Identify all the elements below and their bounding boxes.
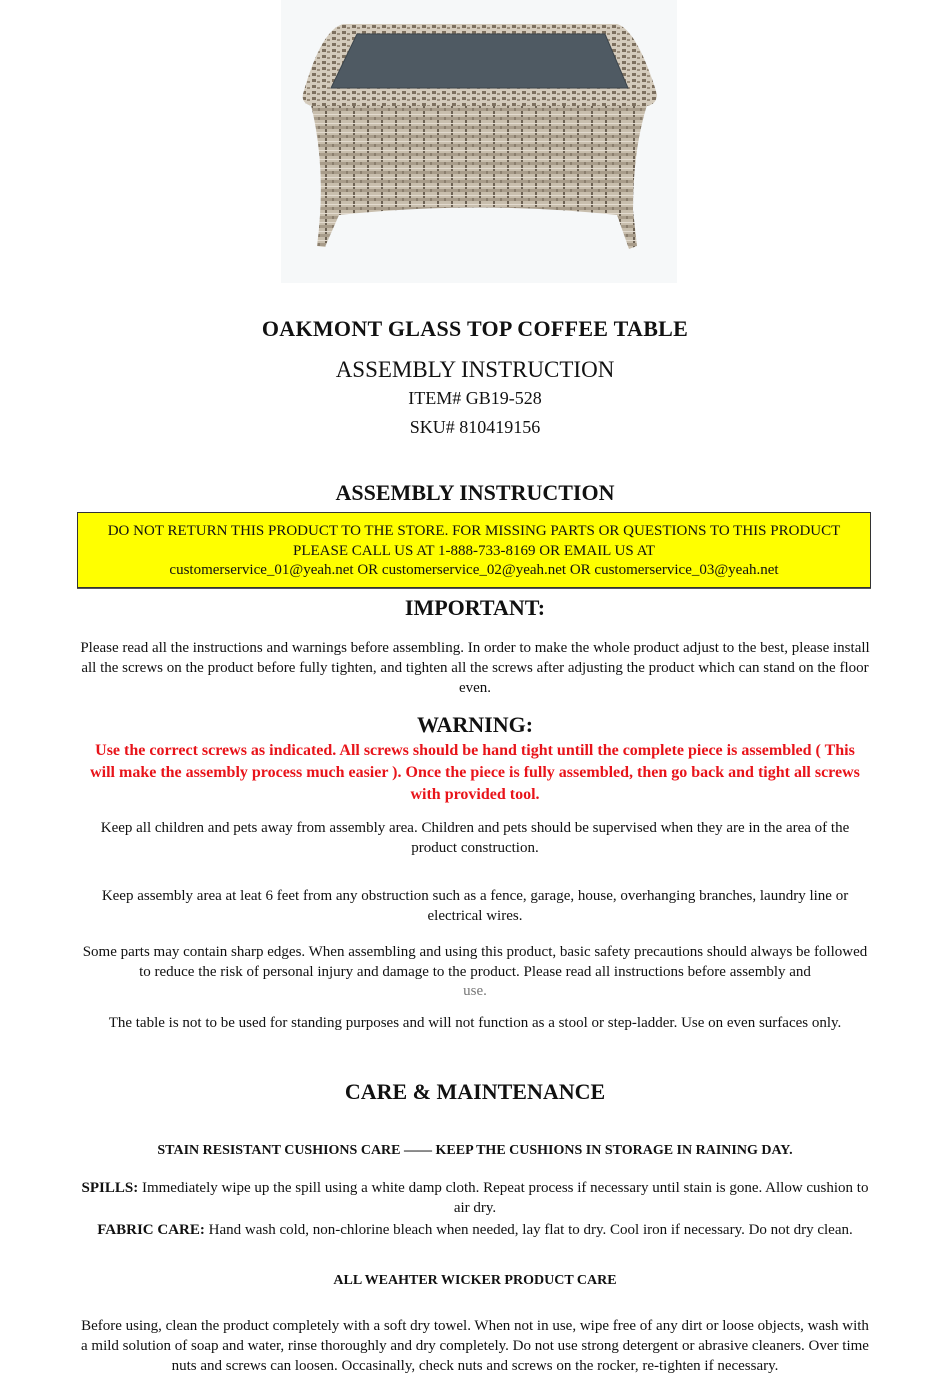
product-photo — [281, 0, 677, 283]
care-heading: CARE & MAINTENANCE — [344, 1079, 606, 1104]
product-title: OAKMONT GLASS TOP COFFEE TABLE — [261, 316, 689, 341]
important-heading: IMPORTANT: — [404, 595, 546, 620]
assembly-area-paragraph: Keep assembly area at leat 6 feet from any obstruction such as a fence, garage, house, overhanging branches, laundry line or electrical wires. — [101, 888, 849, 924]
notice-line-3: customerservice_01@yeah.net OR customerservice_02@yeah.net OR customerservice_03@yeah.net — [169, 562, 779, 578]
return-notice-box — [77, 512, 871, 588]
fabric-care-text: Hand wash cold, non-chlorine bleach when needed, lay flat to dry. Cool iron if necessary. Do not dry clean. — [204, 1222, 853, 1238]
wicker-care-heading: ALL WEAHTER WICKER PRODUCT CARE — [333, 1273, 617, 1288]
coffee-table-illustration — [281, 0, 677, 283]
fabric-care-paragraph — [0, 1220, 950, 1240]
notice-line-1: DO NOT RETURN THIS PRODUCT TO THE STORE. FOR MISSING PARTS OR QUESTIONS TO THIS PRODUCT — [107, 523, 841, 539]
wicker-care-paragraph: Before using, clean the product completely with a soft dry towel. When not in use, wipe free of any dirt or loose objects, wash with a mild solution of soap and water, rinse thoroughly and dry completely. Do not use strong detergent or abrasive cleaners. Over time nuts and screws can loosen. Occasinally, check nuts and screws on the rocker, re-tighten if necessary. — [81, 1318, 869, 1374]
spills-paragraph — [0, 1178, 950, 1218]
spills-label: SPILLS: — [81, 1180, 139, 1196]
notice-line-2: PLEASE CALL US AT 1-888-733-8169 OR EMAIL US AT — [293, 542, 655, 559]
warning-text: Use the correct screws as indicated. All screws should be hand tight untill the complete piece is assembled ( This will make the assembly process much easier ). Once the piece is fully assembled, then go back and tight all screws with provided tool. — [90, 742, 860, 803]
sharp-edges-paragraph: Some parts may contain sharp edges. When assembling and using this product, basic safety precautions should always be followed to reduce the risk of personal injury and damage to the product. Please read all instructions before assembly and — [82, 944, 868, 980]
important-text: Please read all the instructions and warnings before assembling. In order to make the whole product adjust to the best, please install all the screws on the product before fully tighten, and tighten all the screws after adjusting the product which can stand on the floor even. — [80, 640, 870, 696]
warning-heading: WARNING: — [416, 712, 534, 737]
assembly-heading: ASSEMBLY INSTRUCTION — [335, 480, 615, 505]
cushions-care-heading: STAIN RESISTANT CUSHIONS CARE —— KEEP THE CUSHIONS IN STORAGE IN RAINING DAY. — [157, 1143, 793, 1158]
fabric-care-label: FABRIC CARE: — [97, 1222, 205, 1238]
sku-number: SKU# 810419156 — [409, 417, 541, 437]
sharp-edges-clipped-tail: use. — [463, 983, 487, 999]
spills-text: Immediately wipe up the spill using a white damp cloth. Repeat process if necessary until stain is gone. Allow cushion to air dry. — [138, 1180, 869, 1216]
item-number: ITEM# GB19-528 — [408, 388, 542, 408]
children-pets-paragraph: Keep all children and pets away from assembly area. Children and pets should be supervised when they are in the area of the product construction. — [100, 820, 850, 856]
document-subtitle: ASSEMBLY INSTRUCTION — [335, 357, 615, 382]
standing-use-paragraph: The table is not to be used for standing purposes and will not function as a stool or step-ladder. Use on even surfaces only. — [108, 1015, 842, 1031]
